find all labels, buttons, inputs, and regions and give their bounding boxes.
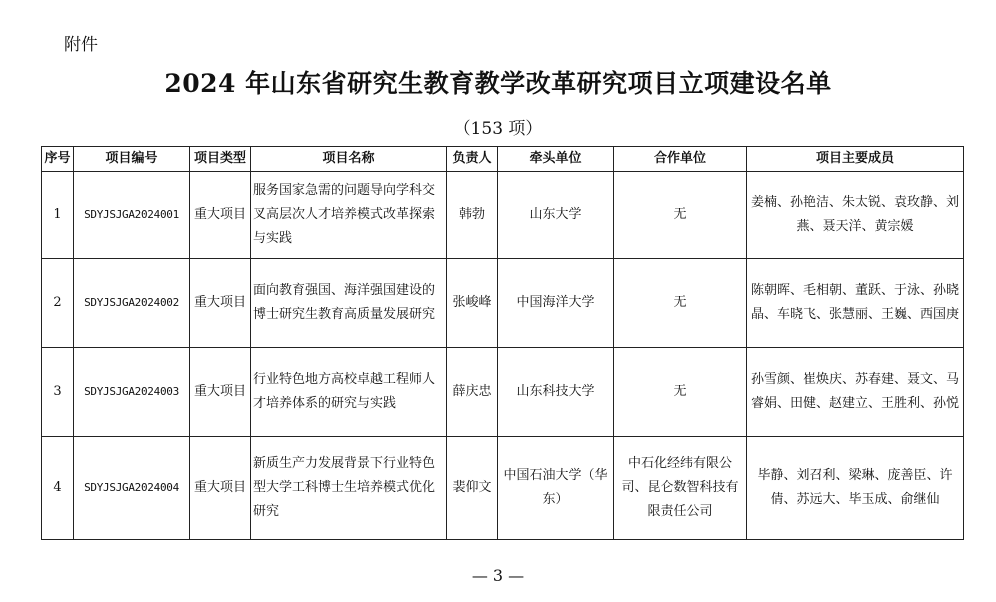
cell-name: 新质生产力发展背景下行业特色型大学工科博士生培养模式优化研究: [251, 437, 447, 540]
cell-code: SDYJSJGA2024001: [74, 172, 190, 259]
table-row: [42, 348, 964, 437]
cell-code: SDYJSJGA2024004: [74, 437, 190, 540]
header-type: 项目类型: [190, 147, 251, 172]
document-title: 2024 年山东省研究生教育教学改革研究项目立项建设名单: [164, 69, 832, 98]
cell-members: 毕静、刘召利、梁琳、庞善臣、许倩、苏远大、毕玉成、俞继仙: [747, 437, 964, 540]
header-no: 序号: [42, 147, 74, 172]
cell-leader: 裴仰文: [447, 437, 498, 540]
cell-type: 重大项目: [190, 172, 251, 259]
cell-members: 姜楠、孙艳洁、朱太锐、袁玫静、刘燕、聂天洋、黄宗媛: [747, 172, 964, 259]
cell-partner: 无: [614, 172, 747, 259]
cell-no: 1: [42, 172, 74, 259]
table-row: [42, 172, 964, 259]
cell-no: 4: [42, 437, 74, 540]
cell-type: 重大项目: [190, 437, 251, 540]
header-code: 项目编号: [74, 147, 190, 172]
cell-lead-unit: 中国海洋大学: [498, 259, 614, 348]
cell-name: 面向教育强国、海洋强国建设的博士研究生教育高质量发展研究: [251, 259, 447, 348]
cell-type: 重大项目: [190, 348, 251, 437]
cell-partner: 无: [614, 259, 747, 348]
table-header-row: [42, 147, 964, 172]
cell-leader: 张峻峰: [447, 259, 498, 348]
cell-lead-unit: 中国石油大学（华东）: [498, 437, 614, 540]
attachment-label: 附件: [64, 35, 98, 55]
cell-no: 2: [42, 259, 74, 348]
page-number: — 3 —: [471, 566, 525, 585]
header-partner: 合作单位: [614, 147, 747, 172]
project-table: [41, 146, 964, 540]
header-name: 项目名称: [251, 147, 447, 172]
table-row: [42, 437, 964, 540]
header-lead-unit: 牵头单位: [498, 147, 614, 172]
cell-name: 行业特色地方高校卓越工程师人才培养体系的研究与实践: [251, 348, 447, 437]
cell-lead-unit: 山东大学: [498, 172, 614, 259]
table-row: [42, 259, 964, 348]
cell-leader: 韩勃: [447, 172, 498, 259]
cell-name: 服务国家急需的问题导向学科交叉高层次人才培养模式改革探索与实践: [251, 172, 447, 259]
cell-code: SDYJSJGA2024002: [74, 259, 190, 348]
header-leader: 负责人: [447, 147, 498, 172]
cell-partner: 无: [614, 348, 747, 437]
cell-members: 孙雪颜、崔焕庆、苏春建、聂文、马睿娟、田健、赵建立、王胜利、孙悦: [747, 348, 964, 437]
cell-members: 陈朝晖、毛相朝、董跃、于泳、孙晓晶、车晓飞、张慧丽、王巍、西国庚: [747, 259, 964, 348]
header-members: 项目主要成员: [747, 147, 964, 172]
cell-code: SDYJSJGA2024003: [74, 348, 190, 437]
cell-no: 3: [42, 348, 74, 437]
cell-lead-unit: 山东科技大学: [498, 348, 614, 437]
cell-partner: 中石化经纬有限公司、昆仑数智科技有限责任公司: [614, 437, 747, 540]
cell-leader: 薛庆忠: [447, 348, 498, 437]
item-count: （153 项）: [453, 119, 543, 139]
cell-type: 重大项目: [190, 259, 251, 348]
